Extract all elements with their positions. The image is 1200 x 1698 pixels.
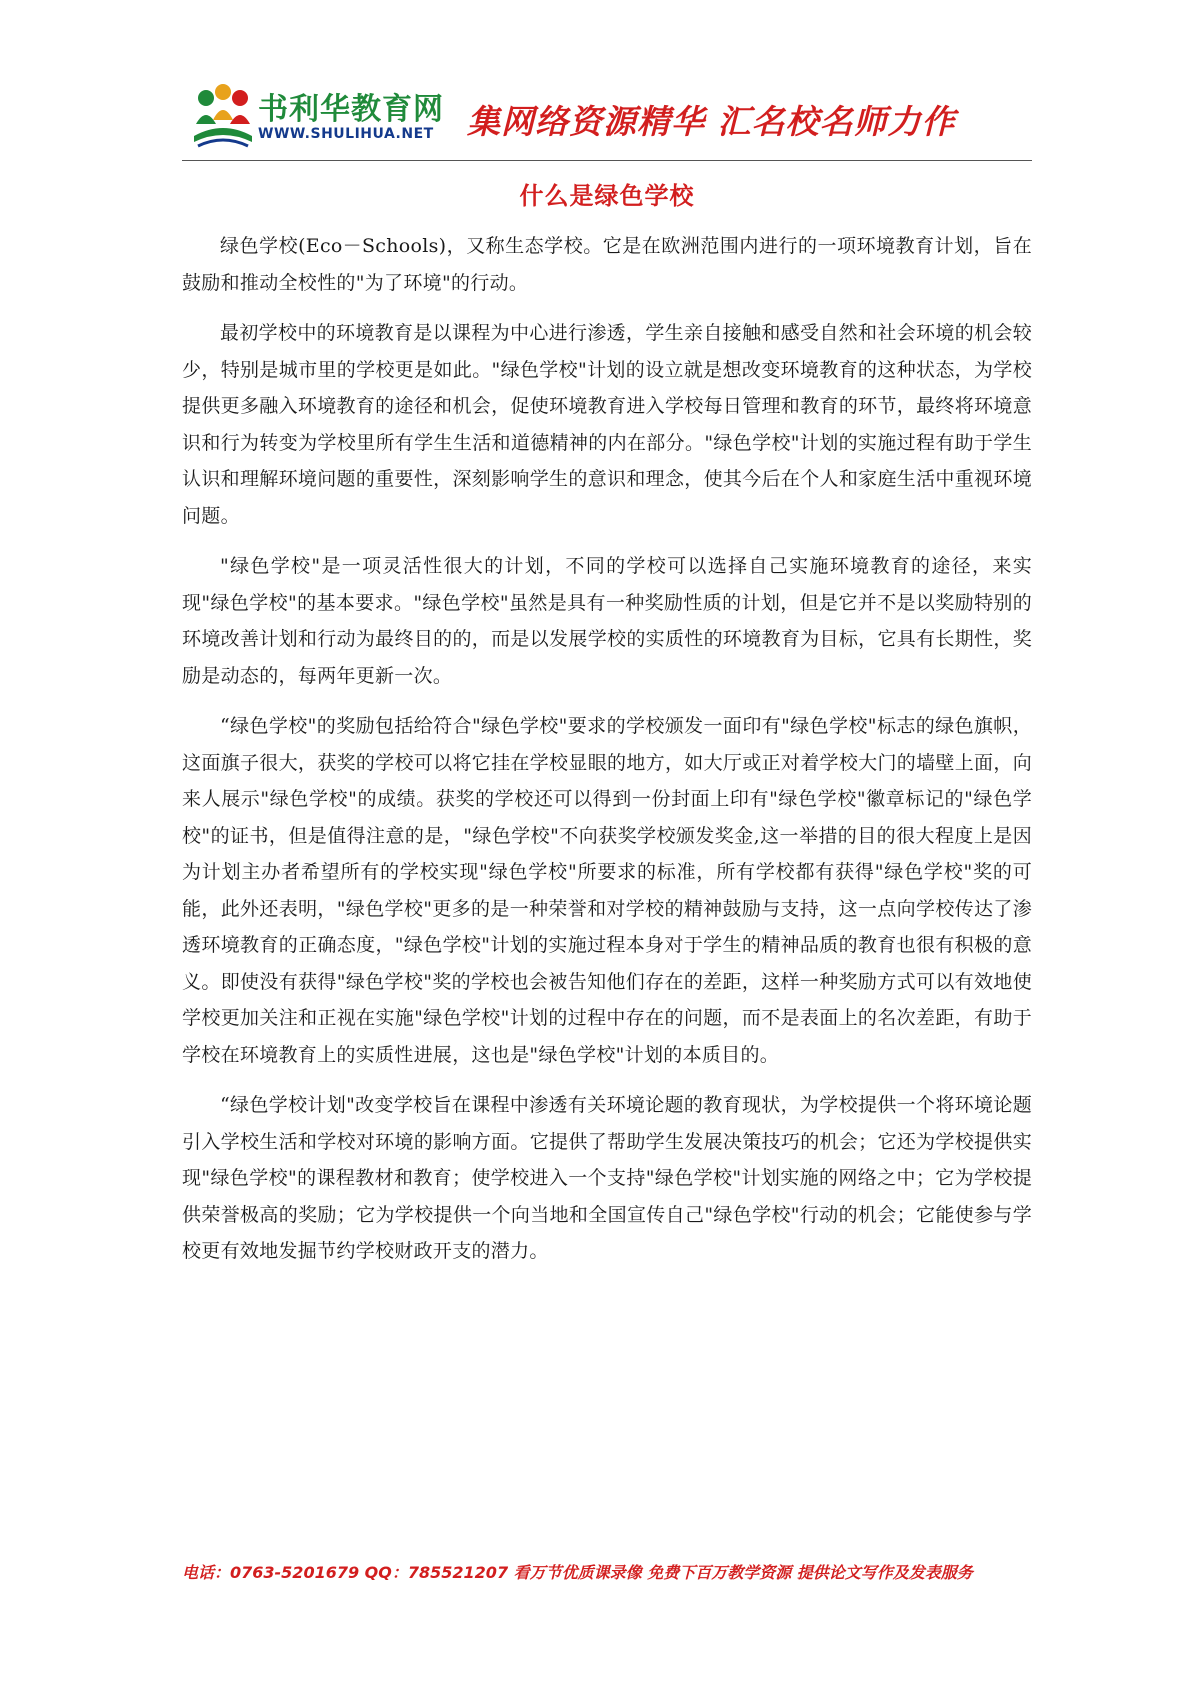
site-logo	[192, 82, 462, 152]
paragraph-4: “绿色学校"的奖励包括给符合"绿色学校"要求的学校颁发一面印有"绿色学校"标志的绿色旗帜，这面旗子很大，获奖的学校可以将它挂在学校显眼的地方，如大厅或正对着学校大门的墙壁上面，向来人展示"绿色学校"的成绩。获奖的学校还可以得到一份封面上印有"绿色学校"徽章标记的"绿色学校"的证书，但是值得注意的是，"绿色学校"不向获奖学校颁发奖金,这一举措的目的很大程度上是因为计划主办者希望所有的学校实现"绿色学校"所要求的标准，所有学校都有获得"绿色学校"奖的可能，此外还表明，"绿色学校"更多的是一种荣誉和对学校的精神鼓励与支持，这一点向学校传达了渗透环境教育的正确态度，"绿色学校"计划的实施过程本身对于学生的精神品质的教育也很有积极的意义。即使没有获得"绿色学校"奖的学校也会被告知他们存在的差距，这样一种奖励方式可以有效地使学校更加关注和正视在实施"绿色学校"计划的过程中存在的问题，而不是表面上的名次差距，有助于学校在环境教育上的实质性进展，这也是"绿色学校"计划的本质目的。	[182, 715, 1032, 1066]
logo-url: WWW.SHULIHUA.NET	[258, 126, 434, 142]
article-body	[182, 228, 1032, 1284]
site-header	[182, 80, 1032, 158]
paragraph-1: 绿色学校(Eco－Schools)，又称生态学校。它是在欧洲范围内进行的一项环境教育计划，旨在鼓励和推动全校性的"为了环境"的行动。	[182, 235, 1032, 294]
page-title: 什么是绿色学校	[519, 182, 695, 210]
paragraph-3: "绿色学校"是一项灵活性很大的计划，不同的学校可以选择自己实施环境教育的途径，来实现"绿色学校"的基本要求。"绿色学校"虽然是具有一种奖励性质的计划，但是它并不是以奖励特别的环境改善计划和行动为最终目的的，而是以发展学校的实质性的环境教育为目标，它具有长期性，奖励是动态的，每两年更新一次。	[182, 555, 1032, 687]
people-logo-icon	[192, 84, 254, 150]
logo-name: 书利华教育网	[258, 92, 444, 127]
paragraph-2: 最初学校中的环境教育是以课程为中心进行渗透，学生亲自接触和感受自然和社会环境的机会较少，特别是城市里的学校更是如此。"绿色学校"计划的设立就是想改变环境教育的这种状态，为学校提供更多融入环境教育的途径和机会，促使环境教育进入学校每日管理和教育的环节，最终将环境意识和行为转变为学校里所有学生生活和道德精神的内在部分。"绿色学校"计划的实施过程有助于学生认识和理解环境问题的重要性，深刻影响学生的意识和理念，使其今后在个人和家庭生活中重视环境问题。	[182, 322, 1032, 527]
header-slogan: 集网络资源精华 汇名校名师力作	[467, 102, 956, 141]
paragraph-5: “绿色学校计划"改变学校旨在课程中渗透有关环境论题的教育现状，为学校提供一个将环境论题引入学校生活和学校对环境的影响方面。它提供了帮助学生发展决策技巧的机会；它还为学校提供实现"绿色学校"的课程教材和教育；使学校进入一个支持"绿色学校"计划实施的网络之中；它为学校提供荣誉极高的奖励；它为学校提供一个向当地和全国宣传自己"绿色学校"行动的机会；它能使参与学校更有效地发掘节约学校财政开支的潜力。	[182, 1094, 1032, 1262]
footer-contact-banner: 电话：0763-5201679 QQ：785521207 看万节优质课录像 免费下百万教学资源 提供论文写作及发表服务	[182, 1563, 973, 1582]
header-divider	[182, 160, 1032, 161]
